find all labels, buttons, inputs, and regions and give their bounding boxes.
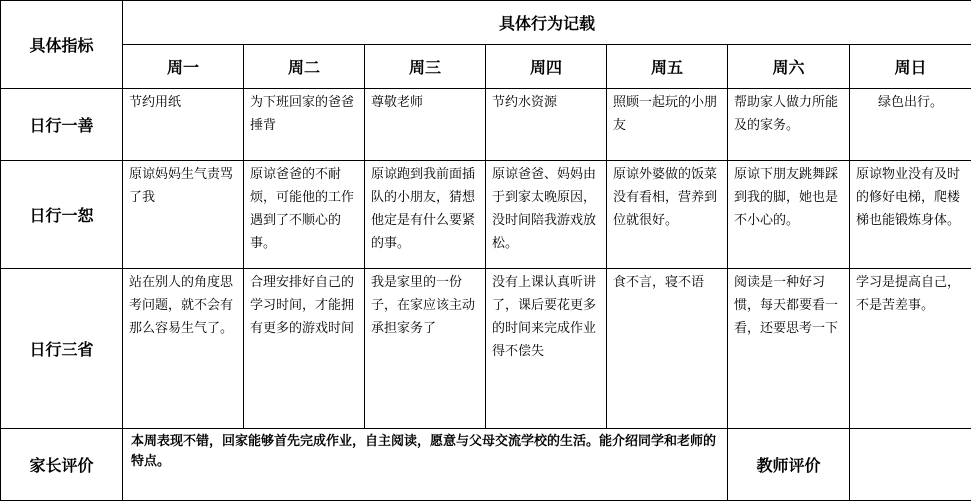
table-cell: 没有上课认真听讲了，课后要花更多的时间来完成作业得不偿失 <box>486 269 607 429</box>
teacher-eval-comment <box>850 429 971 501</box>
table-cell: 原谅物业没有及时的修好电梯，爬楼梯也能锻炼身体。 <box>850 161 971 269</box>
day-header-fri: 周五 <box>607 45 728 89</box>
day-header-mon: 周一 <box>123 45 244 89</box>
day-header-thu: 周四 <box>486 45 607 89</box>
table-cell: 原谅下朋友跳舞踩到我的脚，她也是不小心的。 <box>728 161 850 269</box>
row-reflect <box>1 269 971 429</box>
day-header-tue: 周二 <box>244 45 365 89</box>
table-cell: 照顾一起玩的小朋友 <box>607 89 728 161</box>
row-label-good-deed: 日行一善 <box>1 89 123 161</box>
day-header-wed: 周三 <box>365 45 486 89</box>
day-header-sun: 周日 <box>850 45 971 89</box>
table-cell: 学习是提高自己，不是苦差事。 <box>850 269 971 429</box>
row-label-reflect: 日行三省 <box>1 269 123 429</box>
row-label-forgive: 日行一恕 <box>1 161 123 269</box>
table-cell: 食不言，寝不语 <box>607 269 728 429</box>
table-cell: 原谅妈妈生气责骂了我 <box>123 161 244 269</box>
table-cell: 我是家里的一份子，在家应该主动承担家务了 <box>365 269 486 429</box>
row-forgive <box>1 161 971 269</box>
table-cell: 节约用纸 <box>123 89 244 161</box>
table-cell: 原谅外婆做的饭菜没有看相，营养到位就很好。 <box>607 161 728 269</box>
table-cell: 站在别人的角度思考问题，就不会有那么容易生气了。 <box>123 269 244 429</box>
table-cell: 为下班回家的爸爸捶背 <box>244 89 365 161</box>
parent-eval-label: 家长评价 <box>1 429 123 501</box>
table-cell: 节约水资源 <box>486 89 607 161</box>
day-header-sat: 周六 <box>728 45 850 89</box>
table-cell: 绿色出行。 <box>850 89 971 161</box>
table-cell: 原谅爸爸、妈妈由于到家太晚原因，没时间陪我游戏放松。 <box>486 161 607 269</box>
table-cell: 合理安排好自己的学习时间，才能拥有更多的游戏时间 <box>244 269 365 429</box>
parent-eval-comment: 本周表现不错，回家能够首先完成作业，自主阅读，愿意与父母交流学校的生活。能介绍同学和老师的特点。 <box>123 429 728 501</box>
table-cell: 帮助家人做力所能及的家务。 <box>728 89 850 161</box>
teacher-eval-label: 教师评价 <box>728 429 850 501</box>
indicator-header: 具体指标 <box>1 1 123 89</box>
record-header: 具体行为记载 <box>123 1 971 45</box>
table-cell: 尊敬老师 <box>365 89 486 161</box>
row-evaluation <box>1 429 971 501</box>
table-cell: 原谅爸爸的不耐烦，可能他的工作遇到了不顺心的事。 <box>244 161 365 269</box>
row-good-deed <box>1 89 971 161</box>
table-cell: 阅读是一种好习惯，每天都要看一看，还要思考一下 <box>728 269 850 429</box>
table-cell: 原谅跑到我前面插队的小朋友，猜想他定是有什么要紧的事。 <box>365 161 486 269</box>
